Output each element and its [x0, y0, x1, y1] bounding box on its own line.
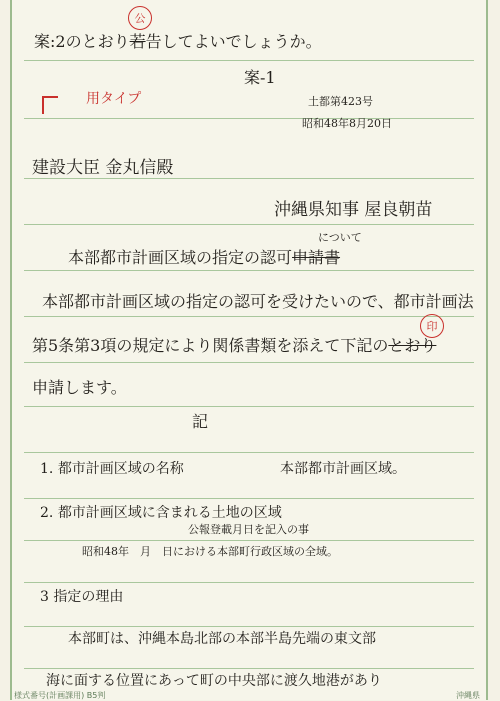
body-line-2-text: 第5条第3項の規定により関係書類を添えて下記の: [32, 336, 389, 355]
header-line: [34, 34, 322, 50]
body-line-2: [32, 338, 436, 354]
header-insert-seal: 公: [128, 6, 152, 30]
body-line-1: 本部都市計画区域の指定の認可を受けたいので、都市計画法: [42, 292, 474, 311]
ruled-line: [24, 178, 474, 179]
item-1-num: 1.: [40, 461, 54, 477]
item-3: [40, 590, 123, 604]
item-2-insert: 公報登載月日を記入の事: [188, 523, 309, 536]
footer-left: 様式番号(計画課用) B5判: [14, 691, 106, 700]
subject-insert: について: [318, 231, 362, 244]
ruled-line: [24, 60, 474, 61]
ruled-line: [24, 118, 474, 119]
reason-line-2: 海に面する位置にあって町の中央部に渡久地港があり: [46, 673, 382, 689]
ruled-line: [24, 362, 474, 363]
item-2-num: 2.: [40, 505, 54, 521]
item-1-value: 本部都市計画区域。: [280, 461, 406, 477]
margin-note: 用タイプ: [86, 91, 142, 107]
header-line-start: 案:2のとおり: [34, 32, 130, 51]
ruled-line: [24, 498, 474, 499]
subject-line: [68, 250, 340, 266]
reason-line-1: 本部町は、沖縄本島北部の本部半島先端の東文部: [68, 631, 376, 647]
draft-label: 案-1: [244, 68, 276, 87]
ki-heading: 記: [192, 412, 209, 431]
document-sheet: [10, 0, 488, 700]
ruled-line: [24, 452, 474, 453]
header-line-tail: 告してよいでしょうか。: [145, 32, 322, 51]
header-struck-char: 若: [129, 32, 146, 51]
doc-date: 昭和48年8月20日: [302, 117, 392, 130]
item-2-text: 都市計画区域に含まれる土地の区域: [57, 505, 282, 521]
margin-bracket: [42, 96, 58, 114]
item-3-text: 指定の理由: [53, 589, 124, 605]
subject-struck: 申請書: [292, 248, 341, 267]
item-2-line: 昭和48年 月 日における本部町行政区域の全域。: [82, 545, 338, 558]
ruled-line: [24, 582, 474, 583]
ruled-line: [24, 406, 474, 407]
ruled-line: [24, 316, 474, 317]
ruled-line: [24, 224, 474, 225]
body-struck: とおり: [388, 336, 437, 355]
item-1-text: 都市計画区域の名称: [57, 461, 184, 477]
ref-number: 土都第423号: [308, 95, 373, 108]
addressee: 建設大臣 金丸信殿: [32, 158, 174, 178]
ruled-line: [24, 668, 474, 669]
body-insert-seal: 印: [420, 314, 444, 338]
item-2: [40, 506, 282, 520]
item-1: [40, 462, 184, 476]
item-3-num: 3: [40, 589, 49, 605]
footer-right: 沖縄県: [456, 691, 480, 700]
ruled-line: [24, 540, 474, 541]
ruled-line: [24, 626, 474, 627]
page-footer: [10, 690, 488, 700]
body-line-3: 申請します。: [32, 378, 127, 397]
sender: 沖縄県知事 屋良朝苗: [274, 200, 433, 220]
subject-text: 本部都市計画区域の指定の認可: [68, 248, 293, 267]
ruled-line: [24, 270, 474, 271]
